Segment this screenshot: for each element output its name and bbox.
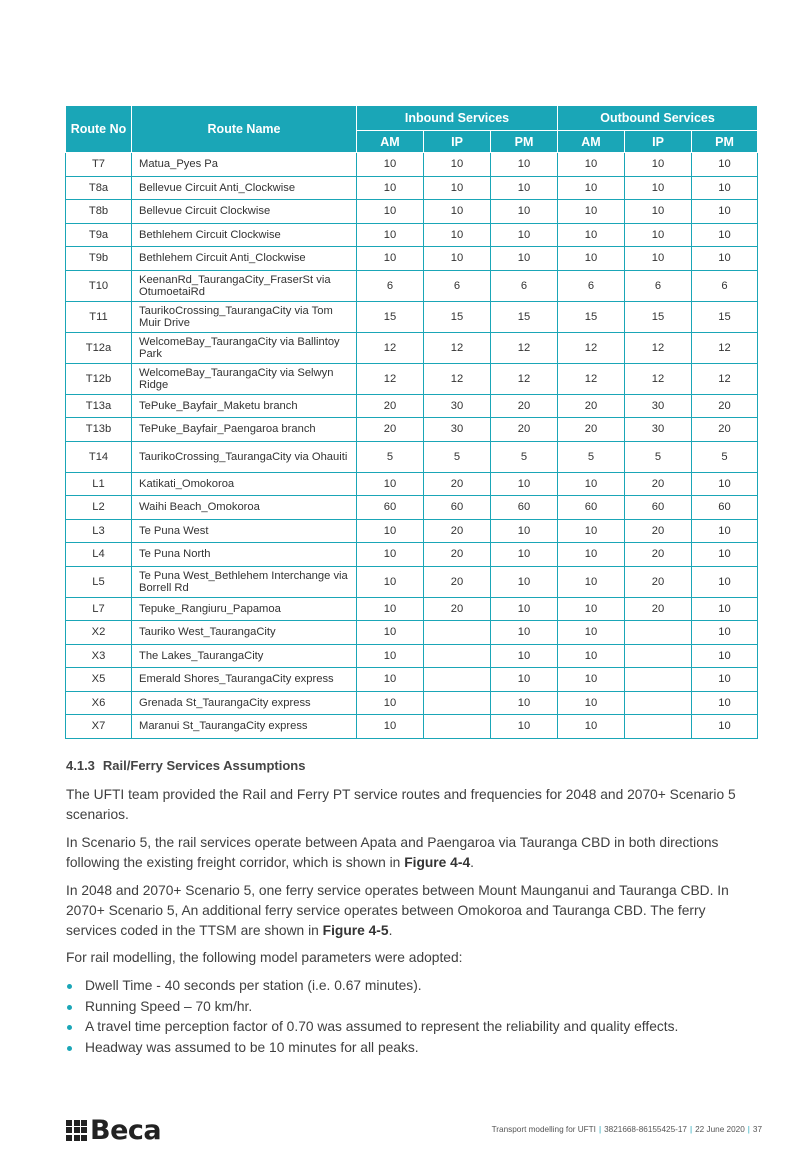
route-name-cell: Tauriko West_TaurangaCity [132,621,357,645]
table-row [66,621,758,645]
page-footer: Transport modelling for UFTI | 3821668-86155425-17 | 22 June 2020 | 37 [491,1125,762,1134]
header-period: AM [357,131,424,153]
route-no-cell: L3 [66,519,132,543]
route-name-cell: Tepuke_Rangiuru_Papamoa [132,597,357,621]
frequency-cell: 20 [424,519,491,543]
frequency-cell: 5 [424,441,491,472]
paragraph-2 [66,833,746,873]
frequency-cell: 10 [357,566,424,597]
footer-page-number: 37 [752,1125,762,1134]
section-title: Rail/Ferry Services Assumptions [102,758,306,773]
frequency-cell: 10 [357,543,424,567]
frequency-cell: 10 [558,621,625,645]
footer-doc-title: Transport modelling for UFTI [491,1125,596,1134]
header-period: IP [625,131,692,153]
frequency-cell: 10 [558,153,625,177]
route-name-cell: KeenanRd_TaurangaCity_FraserSt via OtumoetaiRd [132,270,357,301]
footer-doc-ref: 3821668-86155425-17 [604,1125,687,1134]
route-name-cell: Bellevue Circuit Clockwise [132,200,357,224]
route-no-cell: L7 [66,597,132,621]
route-name-cell: Matua_Pyes Pa [132,153,357,177]
frequency-cell: 20 [357,394,424,418]
frequency-cell: 6 [625,270,692,301]
bullet-dot-icon [67,1005,72,1010]
frequency-cell: 10 [692,247,758,271]
list-item-text: Headway was assumed to be 10 minutes for all peaks. [85,1039,419,1055]
route-no-cell: T8b [66,200,132,224]
frequency-cell: 12 [424,363,491,394]
frequency-cell: 10 [692,621,758,645]
list-item-text: Running Speed – 70 km/hr. [85,998,253,1014]
frequency-cell: 6 [357,270,424,301]
frequency-cell: 10 [357,621,424,645]
table-row [66,200,758,224]
frequency-cell: 10 [625,223,692,247]
paragraph-4: For rail modelling, the following model parameters were adopted: [66,950,463,965]
frequency-cell: 20 [424,597,491,621]
route-no-cell: T9b [66,247,132,271]
frequency-cell: 10 [558,543,625,567]
frequency-cell: 10 [424,247,491,271]
paragraph-3-end: . [388,923,393,938]
route-no-cell: X5 [66,668,132,692]
frequency-cell: 10 [692,644,758,668]
frequency-cell [625,715,692,739]
frequency-cell: 10 [625,153,692,177]
table-row [66,519,758,543]
frequency-cell: 12 [491,363,558,394]
frequency-cell: 20 [625,472,692,496]
frequency-cell: 5 [357,441,424,472]
route-no-cell: T13a [66,394,132,418]
frequency-cell: 10 [357,223,424,247]
frequency-cell: 10 [424,153,491,177]
table-row [66,441,758,472]
route-no-cell: L1 [66,472,132,496]
beca-logo [66,1116,161,1144]
paragraph-2-text: In Scenario 5, the rail services operate between Apata and Paengaroa via Tauranga CBD in both directions following the existing freight corridor, which is shown in [66,835,719,870]
frequency-cell [625,691,692,715]
route-no-cell: T9a [66,223,132,247]
frequency-cell: 10 [491,223,558,247]
paragraph-2-end: . [470,855,474,870]
list-item [66,976,746,997]
frequency-cell: 12 [625,332,692,363]
route-name-cell: Bethlehem Circuit Clockwise [132,223,357,247]
frequency-cell: 60 [692,496,758,520]
frequency-cell: 20 [625,566,692,597]
frequency-cell: 10 [558,644,625,668]
table-row [66,176,758,200]
bullet-dot-icon [67,984,72,989]
frequency-cell: 10 [558,668,625,692]
frequency-cell: 20 [692,418,758,442]
route-name-cell: TePuke_Bayfair_Paengaroa branch [132,418,357,442]
paragraph-3-text: In 2048 and 2070+ Scenario 5, one ferry service operates between Mount Maunganui and Tauranga CBD. In 2070+ Scenario 5, An additional ferry service operates between Omokoroa and Tauranga CBD. The ferry services coded in the TTSM are shown in [66,883,729,938]
frequency-cell: 10 [558,566,625,597]
frequency-cell: 10 [491,200,558,224]
frequency-cell: 30 [424,418,491,442]
frequency-cell: 10 [491,543,558,567]
frequency-cell: 20 [558,394,625,418]
frequency-cell: 10 [692,472,758,496]
frequency-cell: 20 [491,394,558,418]
frequency-cell [625,644,692,668]
frequency-cell: 30 [625,418,692,442]
frequency-cell: 10 [357,472,424,496]
frequency-cell: 30 [424,394,491,418]
paragraph-1: The UFTI team provided the Rail and Ferry PT service routes and frequencies for 2048 and 2070+ Scenario 5 scenarios. [66,787,736,822]
frequency-cell: 10 [692,519,758,543]
frequency-cell: 12 [625,363,692,394]
section-heading [66,758,305,773]
header-period: PM [491,131,558,153]
header-route-name: Route Name [132,106,357,153]
frequency-cell: 10 [692,597,758,621]
route-no-cell: T10 [66,270,132,301]
frequency-cell: 15 [692,301,758,332]
figure-ref-4-5[interactable]: Figure 4-5 [322,923,389,938]
frequency-cell: 10 [491,247,558,271]
frequency-cell: 15 [625,301,692,332]
frequency-cell: 10 [491,472,558,496]
frequency-cell: 10 [357,715,424,739]
figure-ref-4-4[interactable]: Figure 4-4 [404,855,471,870]
frequency-cell: 12 [491,332,558,363]
frequency-cell: 15 [424,301,491,332]
frequency-cell: 12 [424,332,491,363]
frequency-cell: 5 [491,441,558,472]
route-name-cell: WelcomeBay_TaurangaCity via Ballintoy Park [132,332,357,363]
route-name-cell: TaurikoCrossing_TaurangaCity via Tom Muir Drive [132,301,357,332]
frequency-cell: 12 [692,363,758,394]
frequency-cell: 60 [558,496,625,520]
bullet-dot-icon [67,1046,72,1051]
route-no-cell: L2 [66,496,132,520]
frequency-cell: 10 [491,597,558,621]
frequency-cell [424,715,491,739]
section-number: 4.1.3 [66,758,95,773]
route-no-cell: X7 [66,715,132,739]
frequency-cell: 10 [357,176,424,200]
route-frequency-table [65,105,758,739]
frequency-cell: 10 [491,176,558,200]
frequency-cell: 10 [357,200,424,224]
frequency-cell: 10 [491,644,558,668]
table-row [66,270,758,301]
frequency-cell: 10 [424,223,491,247]
table-row [66,247,758,271]
frequency-cell: 10 [491,566,558,597]
frequency-cell [625,668,692,692]
route-name-cell: Bethlehem Circuit Anti_Clockwise [132,247,357,271]
table-row [66,566,758,597]
header-outbound: Outbound Services [558,106,758,131]
frequency-cell: 5 [692,441,758,472]
frequency-cell: 20 [424,566,491,597]
route-name-cell: The Lakes_TaurangaCity [132,644,357,668]
route-name-cell: Te Puna West [132,519,357,543]
footer-date: 22 June 2020 [695,1125,745,1134]
frequency-cell: 20 [424,472,491,496]
frequency-cell: 12 [558,363,625,394]
frequency-cell: 10 [357,691,424,715]
frequency-cell: 5 [558,441,625,472]
route-no-cell: T13b [66,418,132,442]
frequency-cell: 10 [692,176,758,200]
route-no-cell: T12a [66,332,132,363]
bullet-dot-icon [67,1025,72,1030]
route-name-cell: Grenada St_TaurangaCity express [132,691,357,715]
frequency-cell: 20 [625,519,692,543]
parameter-list [66,976,746,1058]
frequency-cell: 5 [625,441,692,472]
route-name-cell: TePuke_Bayfair_Maketu branch [132,394,357,418]
frequency-cell: 6 [424,270,491,301]
route-no-cell: L5 [66,566,132,597]
route-name-cell: Waihi Beach_Omokoroa [132,496,357,520]
frequency-cell: 10 [558,715,625,739]
frequency-cell: 30 [625,394,692,418]
frequency-cell: 10 [558,200,625,224]
route-name-cell: Maranui St_TaurangaCity express [132,715,357,739]
route-no-cell: T7 [66,153,132,177]
list-item [66,1017,746,1038]
route-name-cell: TaurikoCrossing_TaurangaCity via Ohauiti [132,441,357,472]
list-item [66,997,746,1018]
frequency-cell: 10 [558,691,625,715]
table-row [66,597,758,621]
route-name-cell: Te Puna West_Bethlehem Interchange via Borrell Rd [132,566,357,597]
table-row [66,668,758,692]
frequency-cell: 15 [558,301,625,332]
frequency-cell: 10 [424,200,491,224]
table-row [66,691,758,715]
frequency-cell: 6 [692,270,758,301]
frequency-cell: 10 [357,597,424,621]
route-no-cell: L4 [66,543,132,567]
route-name-cell: Te Puna North [132,543,357,567]
route-no-cell: T11 [66,301,132,332]
frequency-cell: 10 [491,519,558,543]
table-row [66,418,758,442]
table-row [66,301,758,332]
table-row [66,472,758,496]
frequency-cell [625,621,692,645]
frequency-cell: 10 [491,153,558,177]
frequency-cell: 10 [692,715,758,739]
frequency-cell: 10 [692,223,758,247]
table-row [66,223,758,247]
frequency-cell: 10 [692,668,758,692]
route-no-cell: X6 [66,691,132,715]
frequency-cell: 20 [357,418,424,442]
frequency-cell: 10 [692,691,758,715]
frequency-cell: 15 [357,301,424,332]
frequency-cell: 10 [357,519,424,543]
header-period: AM [558,131,625,153]
frequency-cell: 60 [424,496,491,520]
frequency-cell: 10 [357,668,424,692]
frequency-cell [424,691,491,715]
frequency-cell: 10 [558,519,625,543]
frequency-cell: 10 [625,200,692,224]
frequency-cell: 12 [558,332,625,363]
frequency-cell: 20 [558,418,625,442]
frequency-cell: 10 [558,472,625,496]
frequency-cell: 60 [491,496,558,520]
frequency-cell: 10 [558,247,625,271]
table-body [66,153,758,739]
table-row [66,543,758,567]
frequency-cell: 6 [491,270,558,301]
frequency-cell: 20 [625,597,692,621]
frequency-cell: 10 [692,200,758,224]
table-row [66,715,758,739]
frequency-cell: 10 [692,153,758,177]
frequency-cell: 20 [491,418,558,442]
frequency-cell: 10 [558,176,625,200]
frequency-cell: 20 [424,543,491,567]
header-route-no: Route No [66,106,132,153]
frequency-cell: 60 [357,496,424,520]
frequency-cell: 10 [424,176,491,200]
table-row [66,496,758,520]
table-row [66,644,758,668]
route-name-cell: WelcomeBay_TaurangaCity via Selwyn Ridge [132,363,357,394]
frequency-cell: 15 [491,301,558,332]
route-no-cell: T12b [66,363,132,394]
route-name-cell: Bellevue Circuit Anti_Clockwise [132,176,357,200]
frequency-cell: 10 [625,176,692,200]
frequency-cell: 10 [625,247,692,271]
frequency-cell: 60 [625,496,692,520]
frequency-cell: 10 [491,715,558,739]
route-name-cell: Emerald Shores_TaurangaCity express [132,668,357,692]
route-no-cell: X2 [66,621,132,645]
table-row [66,363,758,394]
frequency-cell: 10 [558,597,625,621]
route-no-cell: T8a [66,176,132,200]
logo-mark-icon [66,1120,87,1141]
frequency-cell: 12 [357,332,424,363]
route-no-cell: T14 [66,441,132,472]
table-row [66,394,758,418]
header-period: IP [424,131,491,153]
table-row [66,153,758,177]
header-period: PM [692,131,758,153]
frequency-cell: 10 [357,247,424,271]
frequency-cell: 10 [491,691,558,715]
route-name-cell: Katikati_Omokoroa [132,472,357,496]
frequency-cell: 10 [491,621,558,645]
route-no-cell: X3 [66,644,132,668]
frequency-cell: 10 [357,153,424,177]
frequency-cell: 12 [692,332,758,363]
frequency-cell: 10 [558,223,625,247]
paragraph-3 [66,881,746,941]
frequency-cell: 10 [357,644,424,668]
frequency-cell: 10 [491,668,558,692]
logo-text: Beca [90,1114,162,1146]
header-inbound: Inbound Services [357,106,558,131]
table-row [66,332,758,363]
frequency-cell: 10 [692,566,758,597]
list-item [66,1038,746,1059]
frequency-cell: 6 [558,270,625,301]
frequency-cell [424,644,491,668]
frequency-cell: 20 [625,543,692,567]
frequency-cell: 20 [692,394,758,418]
list-item-text: Dwell Time - 40 seconds per station (i.e. 0.67 minutes). [85,978,422,993]
frequency-cell: 10 [692,543,758,567]
frequency-cell [424,668,491,692]
frequency-cell [424,621,491,645]
list-item-text: A travel time perception factor of 0.70 was assumed to represent the reliability and quality effects. [85,1019,679,1034]
frequency-cell: 12 [357,363,424,394]
